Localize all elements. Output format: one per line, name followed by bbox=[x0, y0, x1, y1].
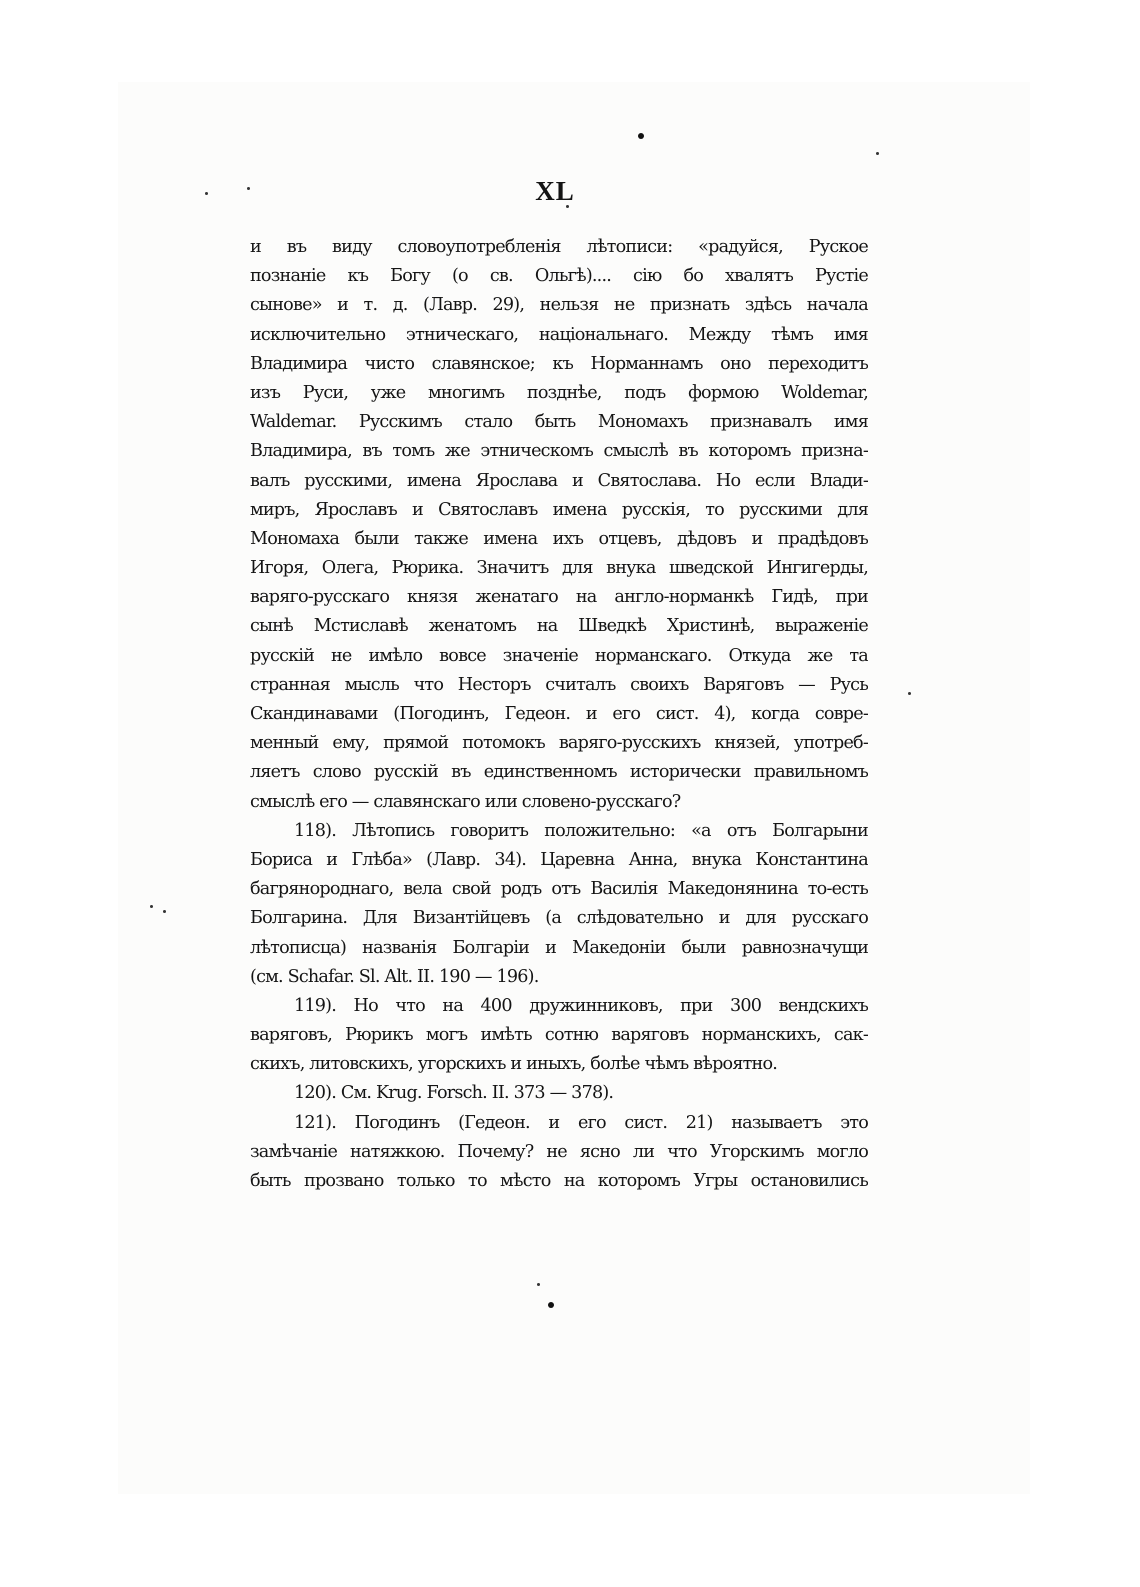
text-line: Владимира чисто славянское; къ Норманнамъ оно переходитъ bbox=[250, 353, 868, 374]
text-line: Мономаха были также имена ихъ отцевъ, дѣдовъ и прадѣдовъ bbox=[250, 528, 868, 549]
page-header: XL bbox=[535, 176, 575, 206]
text-line: багрянороднаго, вела свой родъ отъ Василія Македонянина то-есть bbox=[250, 879, 868, 900]
text-line: миръ, Ярославъ и Святославъ имена русскія, то русскими для bbox=[250, 499, 868, 520]
text-line: Болгарина. Для Византійцевъ (а слѣдовательно и для русскаго bbox=[250, 908, 868, 929]
text-line: сынѣ Мстиславѣ женатомъ на Шведкѣ Христинѣ, выраженіе bbox=[250, 616, 868, 637]
note-121-line: 121). Погодинъ (Гедеон. и его сист. 21) называетъ это bbox=[294, 1112, 868, 1133]
text-line: валъ русскими, имена Ярослава и Святослава. Но если Влади- bbox=[250, 470, 868, 491]
text-line: ляетъ слово русскій въ единственномъ исторически правильномъ bbox=[250, 762, 868, 783]
text-line: Скандинавами (Погодинъ, Гедеон. и его сист. 4), когда совре- bbox=[250, 704, 868, 724]
text-line: смыслѣ его — славянскаго или словено-русскаго? bbox=[250, 791, 681, 812]
text-line: скихъ, литовскихъ, угорскихъ и иныхъ, болѣе чѣмъ вѣроятно. bbox=[250, 1054, 778, 1075]
speck bbox=[150, 905, 153, 908]
text-line: странная мысль что Несторъ считалъ своихъ Варяговъ — Русь bbox=[250, 674, 868, 695]
body-text bbox=[250, 233, 868, 1196]
text-line: Waldemar. Русскимъ стало быть Мономахъ признавалъ имя bbox=[250, 412, 868, 433]
speck bbox=[908, 692, 911, 695]
text-line: менный ему, прямой потомокъ варяго-русскихъ князей, употреб- bbox=[250, 733, 868, 754]
text-line: (см. Schafar. Sl. Alt. II. 190 — 196). bbox=[250, 966, 539, 987]
speck bbox=[537, 1283, 540, 1286]
note-120-line: 120). См. Krug. Forsch. II. 373 — 378). bbox=[294, 1083, 614, 1104]
speck bbox=[548, 1302, 554, 1308]
text-line: замѣчаніе натяжкою. Почему? не ясно ли что Угорскимъ могло bbox=[250, 1141, 868, 1162]
text-line: Бориса и Глѣба» (Лавр. 34). Царевна Анна, внука Константина bbox=[250, 849, 868, 870]
text-line: исключительно этническаго, національнаго. Между тѣмъ имя bbox=[250, 324, 868, 345]
speck bbox=[638, 133, 644, 139]
speck bbox=[876, 152, 879, 155]
text-line: познаніе къ Богу (о св. Ольгѣ).... сію бо хвалятъ Рустіе bbox=[250, 266, 868, 287]
note-119-line: 119). Но что на 400 дружинниковъ, при 300 вендскихъ bbox=[294, 995, 868, 1016]
text-line: и въ виду словоупотребленія лѣтописи: «радуйся, Руское bbox=[250, 237, 868, 257]
speck bbox=[163, 910, 166, 913]
text-line: Игоря, Олега, Рюрика. Значитъ для внука шведской Ингигерды, bbox=[250, 558, 868, 579]
text-line: Владимира, въ томъ же этническомъ смыслѣ въ которомъ призна- bbox=[250, 441, 868, 462]
text-line: быть прозвано только то мѣсто на которомъ Угры остановились bbox=[250, 1171, 868, 1191]
note-118-line: 118). Лѣтопись говоритъ положительно: «а отъ Болгарыни bbox=[294, 820, 868, 841]
text-line: сынове» и т. д. (Лавр. 29), нельзя не признать здѣсь начала bbox=[250, 295, 868, 316]
text-line: изъ Руси, уже многимъ позднѣе, подъ формою Woldemar, bbox=[250, 382, 868, 403]
text-line: русскій не имѣло вовсе значеніе норманскаго. Откуда же та bbox=[250, 645, 868, 666]
text-line: варяговъ, Рюрикъ могъ имѣть сотню варяговъ норманскихъ, сак- bbox=[250, 1025, 868, 1046]
text-line: лѣтописца) названія Болгаріи и Македоніи были равнозначущи bbox=[250, 937, 868, 958]
text-line: варяго-русскаго князя женатаго на англо-норманкѣ Гидѣ, при bbox=[250, 587, 868, 608]
